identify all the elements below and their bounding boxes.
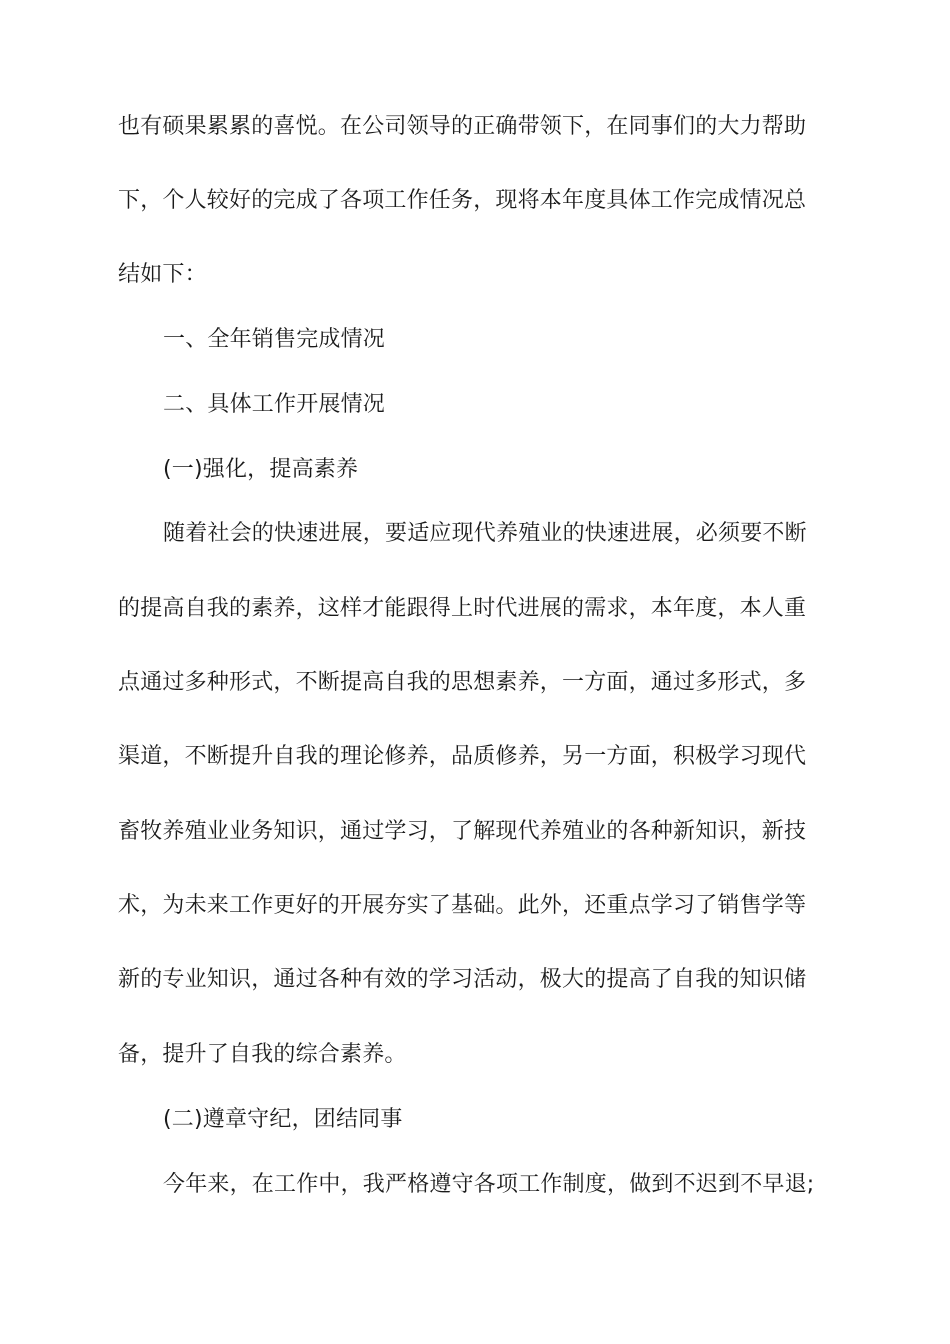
paragraph-1-line-3: 点通过多种形式，不断提高自我的思想素养，一方面，通过多形式，多 [118,670,807,695]
paragraph-1-line-7: 新的专业知识，通过各种有效的学习活动，极大的提高了自我的知识储 [118,967,807,992]
intro-line-1: 也有硕果累累的喜悦。在公司领导的正确带领下，在同事们的大力帮助 [118,114,807,139]
intro-line-2: 下，个人较好的完成了各项工作任务，现将本年度具体工作完成情况总 [118,188,807,213]
paragraph-1-line-1: 随着社会的快速进展，要适应现代养殖业的快速进展，必须要不断 [163,521,807,546]
subsection-heading-1: (一)强化，提高素养 [163,457,359,482]
paragraph-1-line-8: 备，提升了自我的综合素养。 [118,1042,407,1067]
section-heading-2: 二、具体工作开展情况 [163,392,386,417]
paragraph-1-line-2: 的提高自我的素养，这样才能跟得上时代进展的需求，本年度，本人重 [118,596,807,621]
paragraph-1-line-4: 渠道，不断提升自我的理论修养，品质修养，另一方面，积极学习现代 [118,744,807,769]
paragraph-1-line-6: 术，为未来工作更好的开展夯实了基础。此外，还重点学习了销售学等 [118,893,807,918]
paragraph-2-line-1: 今年来，在工作中，我严格遵守各项工作制度，做到不迟到不早退; [163,1172,815,1197]
subsection-heading-2: (二)遵章守纪，团结同事 [163,1107,403,1132]
paragraph-1-line-5: 畜牧养殖业业务知识，通过学习，了解现代养殖业的各种新知识，新技 [118,819,807,844]
intro-line-3: 结如下： [118,262,207,287]
section-heading-1: 一、全年销售完成情况 [163,327,386,352]
